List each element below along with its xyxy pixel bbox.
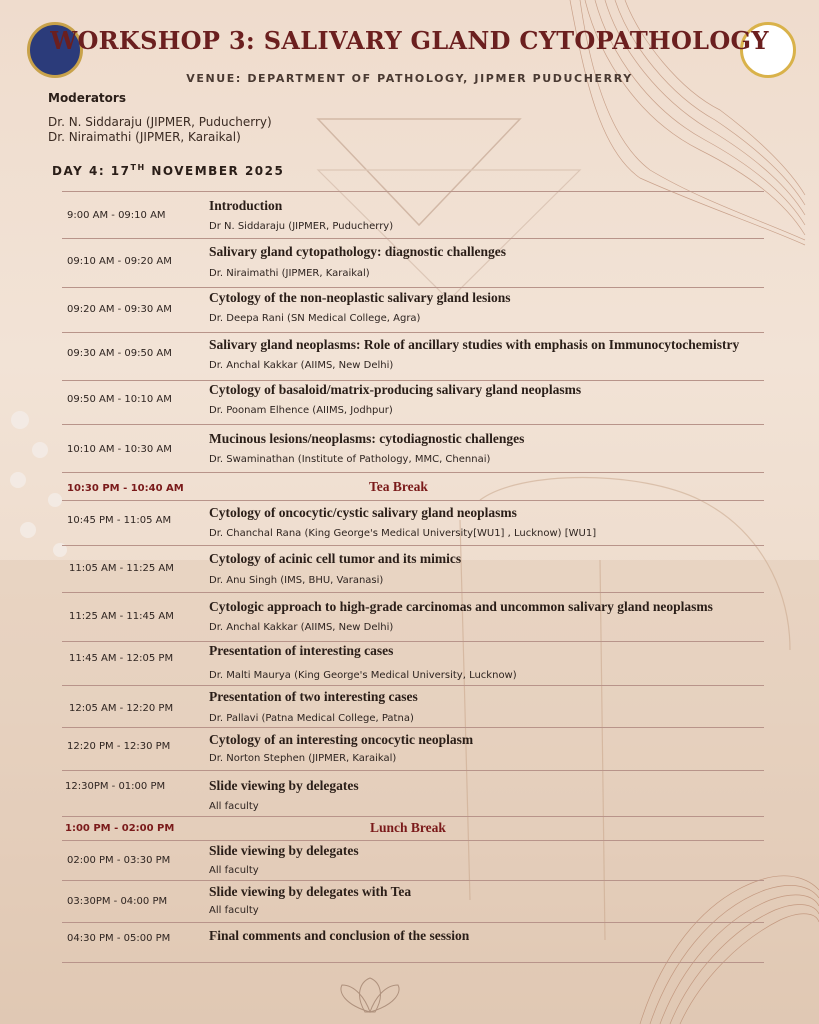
session-speaker: Dr. Swaminathan (Institute of Pathology, MMC, Chennai) xyxy=(209,454,491,465)
session-title: Slide viewing by delegates with Tea xyxy=(209,884,412,899)
session-time: 12:05 AM - 12:20 PM xyxy=(69,703,174,714)
session-time: 9:00 AM - 09:10 AM xyxy=(67,210,166,221)
break-label: Tea Break xyxy=(369,479,428,494)
row-divider xyxy=(62,332,764,333)
session-title: Cytology of the non-neoplastic salivary gland lesions xyxy=(209,290,511,305)
day-heading xyxy=(52,163,284,178)
session-time: 12:20 PM - 12:30 PM xyxy=(67,741,171,752)
moderator-name: Dr. N. Siddaraju (JIPMER, Puducherry) xyxy=(48,115,272,129)
row-divider xyxy=(62,685,764,686)
row-divider xyxy=(62,922,764,923)
session-speaker: Dr. Norton Stephen (JIPMER, Karaikal) xyxy=(209,753,397,764)
session-time: 11:25 AM - 11:45 AM xyxy=(69,611,174,622)
session-speaker: Dr. Anchal Kakkar (AIIMS, New Delhi) xyxy=(209,622,394,633)
row-divider xyxy=(62,770,764,771)
session-speaker: Dr. Deepa Rani (SN Medical College, Agra) xyxy=(209,313,421,324)
session-speaker: All faculty xyxy=(209,801,259,812)
session-title: Cytology of oncocytic/cystic salivary gland neoplasms xyxy=(209,505,517,520)
session-time: 03:30PM - 04:00 PM xyxy=(67,896,168,907)
session-speaker: Dr N. Siddaraju (JIPMER, Puducherry) xyxy=(209,221,394,232)
session-speaker: Dr. Poonam Elhence (AIIMS, Jodhpur) xyxy=(209,405,393,416)
row-divider xyxy=(62,592,764,593)
session-speaker: Dr. Anchal Kakkar (AIIMS, New Delhi) xyxy=(209,360,394,371)
row-divider xyxy=(62,545,764,546)
row-divider xyxy=(62,238,764,239)
moderator-name: Dr. Niraimathi (JIPMER, Karaikal) xyxy=(48,130,241,144)
day-rest: NOVEMBER 2025 xyxy=(145,164,285,178)
session-speaker: All faculty xyxy=(209,905,259,916)
row-divider xyxy=(62,727,764,728)
session-time: 1:00 PM - 02:00 PM xyxy=(65,823,175,834)
session-time: 10:45 PM - 11:05 AM xyxy=(67,515,172,526)
session-time: 09:20 AM - 09:30 AM xyxy=(67,304,172,315)
venue-line: VENUE: DEPARTMENT OF PATHOLOGY, JIPMER PUDUCHERRY xyxy=(186,72,633,85)
row-divider xyxy=(62,472,764,473)
session-speaker: Dr. Niraimathi (JIPMER, Karaikal) xyxy=(209,268,370,279)
session-speaker: Dr. Anu Singh (IMS, BHU, Varanasi) xyxy=(209,575,384,586)
day-prefix: DAY 4: 17 xyxy=(52,164,131,178)
session-speaker: Dr. Pallavi (Patna Medical College, Patna) xyxy=(209,713,414,724)
session-title: Mucinous lesions/neoplasms: cytodiagnostic challenges xyxy=(209,431,525,446)
row-divider xyxy=(62,816,764,817)
session-title: Final comments and conclusion of the session xyxy=(209,928,470,943)
session-speaker: Dr. Chanchal Rana (King George's Medical University[WU1] , Lucknow) [WU1] xyxy=(209,528,597,539)
session-time: 10:30 PM - 10:40 AM xyxy=(67,483,184,494)
session-time: 09:10 AM - 09:20 AM xyxy=(67,256,172,267)
row-divider xyxy=(62,424,764,425)
row-divider xyxy=(62,880,764,881)
row-divider xyxy=(62,840,764,841)
session-title: Salivary gland cytopathology: diagnostic challenges xyxy=(209,244,507,259)
session-title: Cytology of basaloid/matrix-producing salivary gland neoplasms xyxy=(209,382,582,397)
session-speaker: Dr. Malti Maurya (King George's Medical University, Lucknow) xyxy=(209,670,517,681)
session-title: Cytology of an interesting oncocytic neoplasm xyxy=(209,732,474,747)
row-divider xyxy=(62,287,764,288)
session-time: 04:30 PM - 05:00 PM xyxy=(67,933,171,944)
session-time: 11:45 AM - 12:05 PM xyxy=(69,653,174,664)
moderators-heading: Moderators xyxy=(48,91,126,105)
session-time: 02:00 PM - 03:30 PM xyxy=(67,855,171,866)
row-divider xyxy=(62,380,764,381)
session-title: Presentation of two interesting cases xyxy=(209,689,418,704)
session-title: Slide viewing by delegates xyxy=(209,778,359,793)
session-title: Introduction xyxy=(209,198,283,213)
session-speaker: All faculty xyxy=(209,865,259,876)
session-time: 09:50 AM - 10:10 AM xyxy=(67,394,172,405)
session-title: Slide viewing by delegates xyxy=(209,843,359,858)
session-title: Salivary gland neoplasms: Role of ancillary studies with emphasis on Immunocytochemistry xyxy=(209,337,740,352)
session-time: 12:30PM - 01:00 PM xyxy=(65,781,166,792)
session-title: Cytology of acinic cell tumor and its mimics xyxy=(209,551,462,566)
day-ordinal-suffix: TH xyxy=(130,163,146,172)
session-time: 11:05 AM - 11:25 AM xyxy=(69,563,174,574)
row-divider xyxy=(62,641,764,642)
session-title: Presentation of interesting cases xyxy=(209,643,394,658)
break-label: Lunch Break xyxy=(370,820,446,835)
page-title: WORKSHOP 3: SALIVARY GLAND CYTOPATHOLOGY xyxy=(50,26,769,55)
row-divider xyxy=(62,191,764,192)
session-time: 10:10 AM - 10:30 AM xyxy=(67,444,172,455)
row-divider xyxy=(62,962,764,963)
row-divider xyxy=(62,500,764,501)
session-title: Cytologic approach to high-grade carcinomas and uncommon salivary gland neoplasms xyxy=(209,599,713,614)
session-time: 09:30 AM - 09:50 AM xyxy=(67,348,172,359)
